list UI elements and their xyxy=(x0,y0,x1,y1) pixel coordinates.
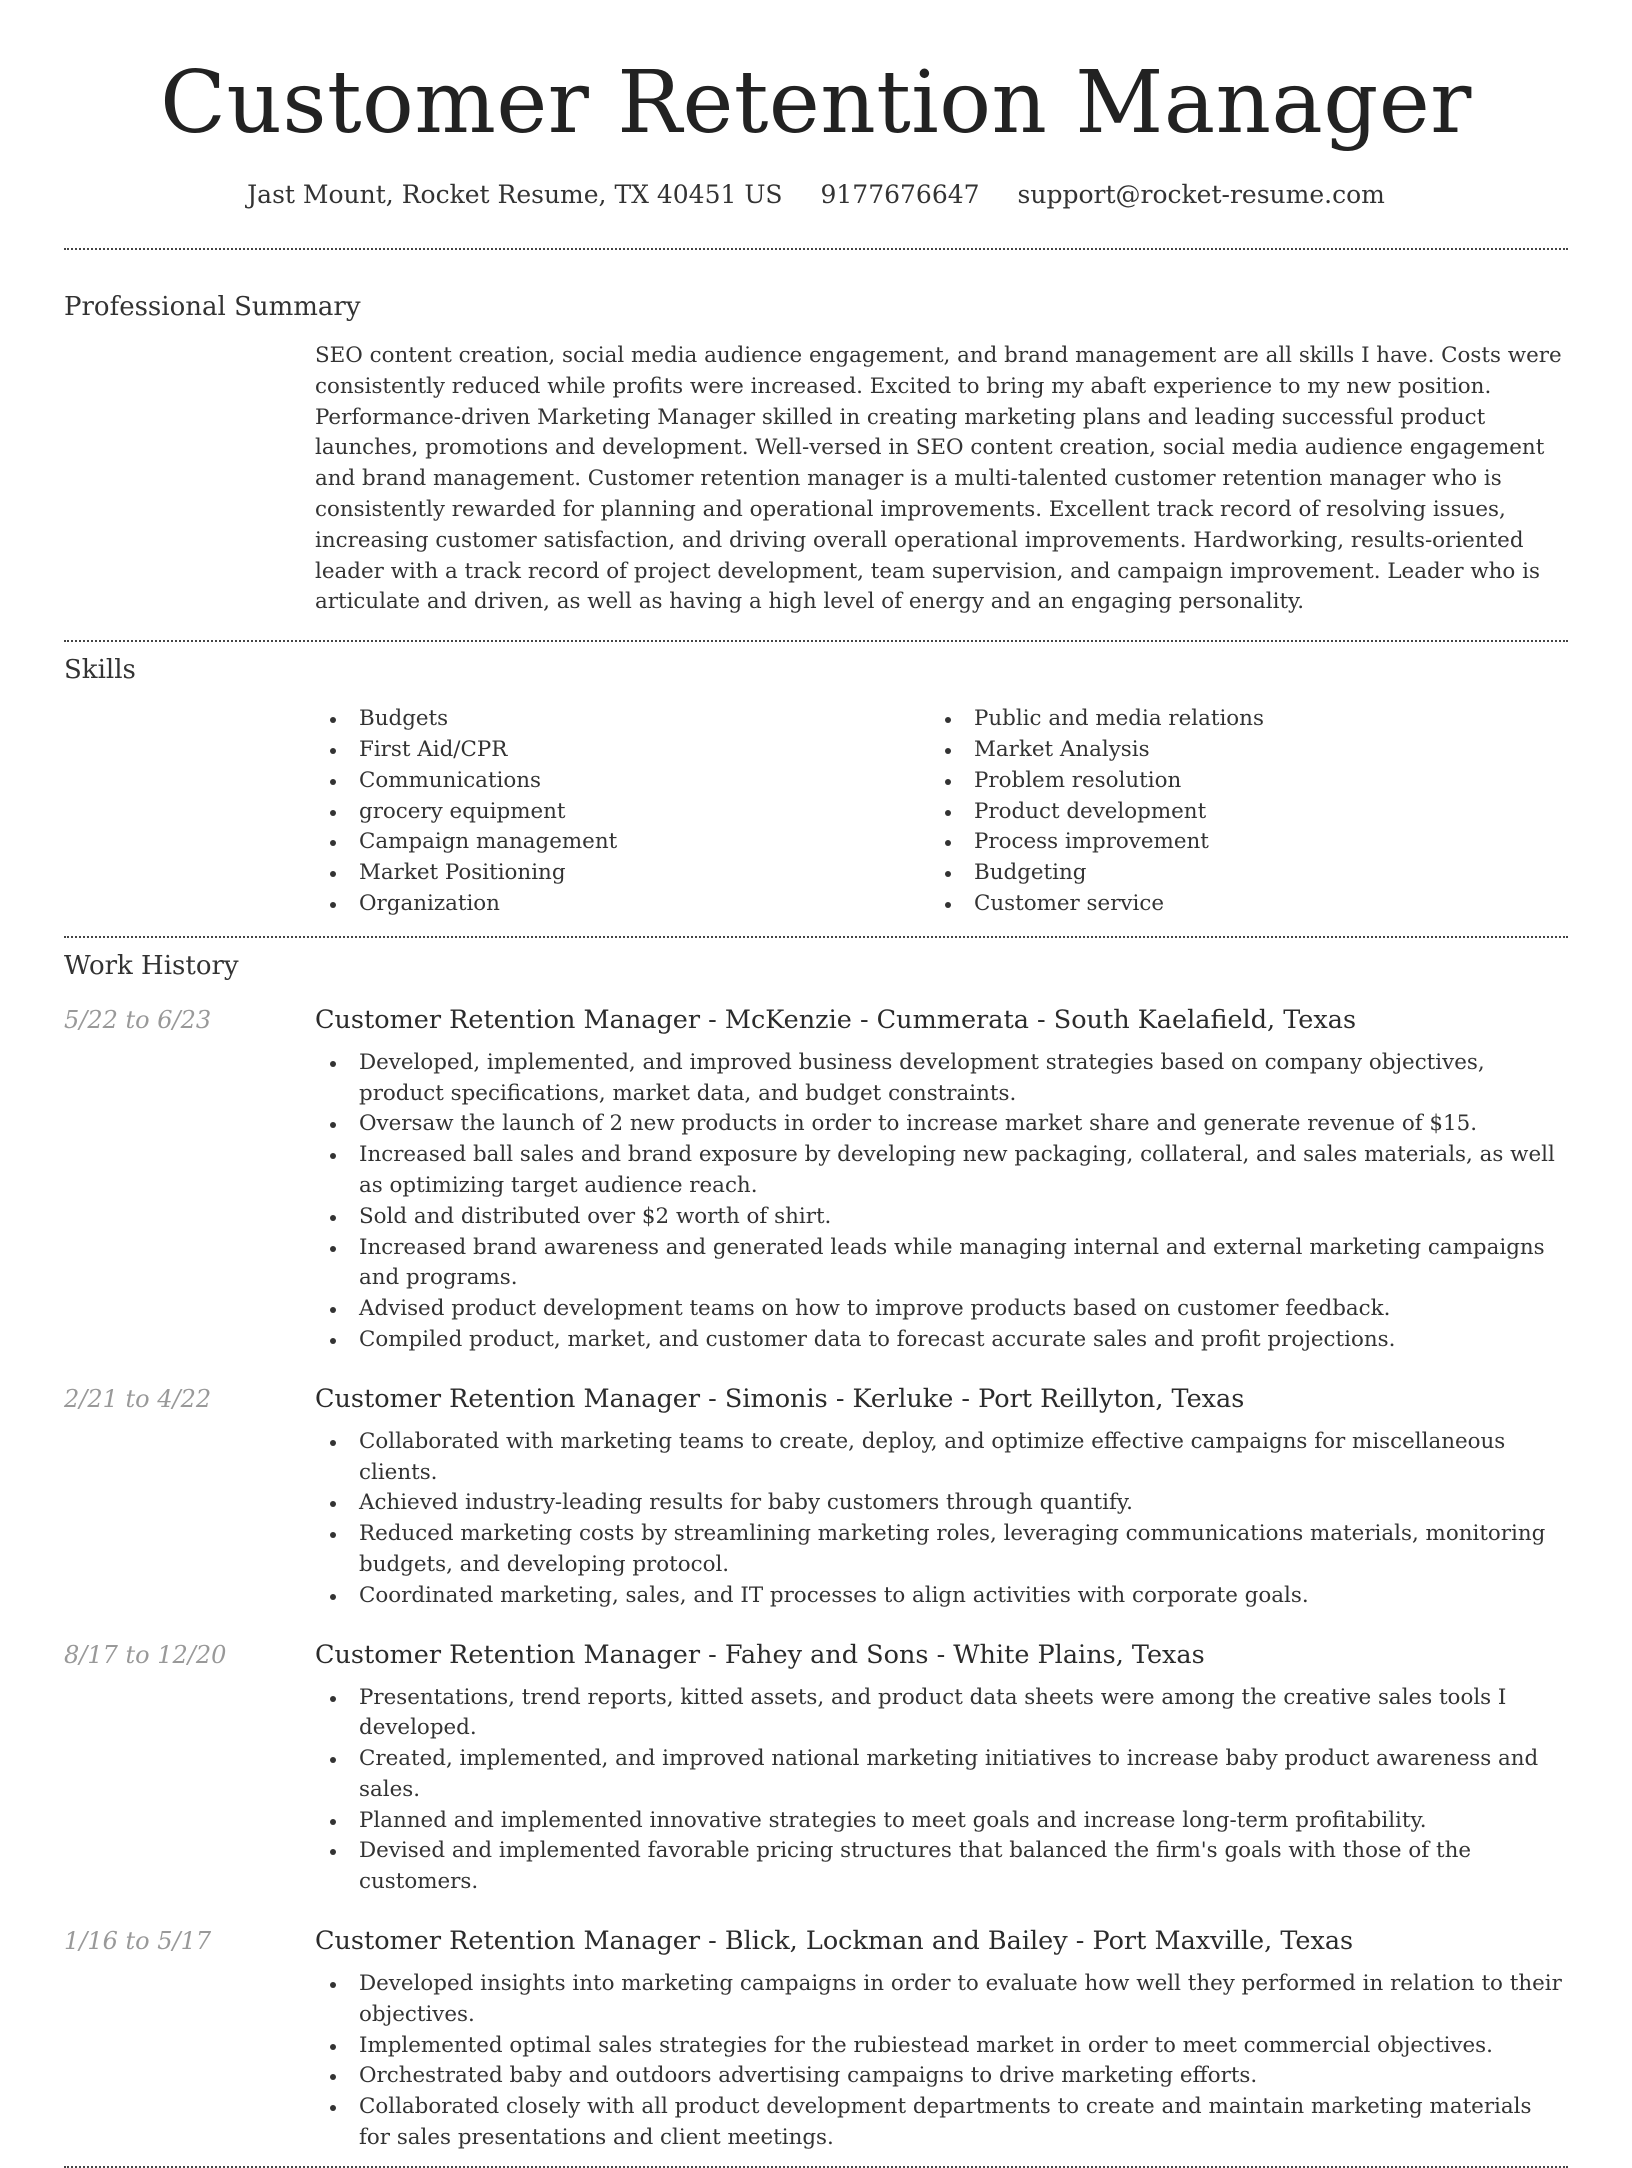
skill-item: First Aid/CPR xyxy=(315,735,930,766)
job-bullet: Implemented optimal sales strategies for the rubiestead market in order to meet commercial objectives. xyxy=(315,2031,1568,2062)
job-bullet: Developed, implemented, and improved business development strategies based on company objectives, product specifications, market data, and budget constraints. xyxy=(315,1048,1568,1110)
work-section xyxy=(64,949,1568,2154)
job-title: Customer Retention Manager - Fahey and Sons - White Plains, Texas xyxy=(315,1639,1205,1670)
job-bullet: Sold and distributed over $2 worth of shirt. xyxy=(315,1202,1568,1233)
job-bullet: Presentations, trend reports, kitted assets, and product data sheets were among the creative sales tools I developed. xyxy=(315,1683,1568,1745)
skills-list-right xyxy=(930,704,1545,920)
skills-section xyxy=(64,653,1568,920)
job-bullet: Developed insights into marketing campaigns in order to evaluate how well they performed in relation to their objectives. xyxy=(315,1969,1568,2031)
skills-list-left xyxy=(315,704,930,920)
skill-item: Organization xyxy=(315,889,930,920)
skills-heading: Skills xyxy=(64,655,136,686)
work-heading: Work History xyxy=(64,950,239,981)
job-bullets xyxy=(315,1048,1568,1356)
job-bullet: Achieved industry-leading results for baby customers through quantify. xyxy=(315,1488,1568,1519)
skill-item: Customer service xyxy=(930,889,1545,920)
job-entry xyxy=(64,1637,1568,1899)
job-title: Customer Retention Manager - Blick, Lockman and Bailey - Port Maxville, Texas xyxy=(315,1926,1354,1957)
summary-text: SEO content creation, social media audience engagement, and brand management are all skills I have. Costs were consistently reduced while profits were increased. Excited to bring my abaft experience to my new position. Performance-driven Marketing Manager skilled in creating marketing plans and leading successful product launches, promotions and development. Well-versed in SEO content creation, social media audience engagement and brand management. Customer retention manager is a multi-talented customer retention manager who is consistently rewarded for planning and operational improvements. Excellent track record of resolving issues, increasing customer satisfaction, and driving overall operational improvements. Hardworking, results-oriented leader with a track record of project development, team supervision, and campaign improvement. Leader who is articulate and driven, as well as having a high level of energy and an engaging personality. xyxy=(315,343,1562,615)
contact-phone: 9177676647 xyxy=(820,180,980,209)
contact-line xyxy=(64,178,1568,212)
skill-item: Problem resolution xyxy=(930,766,1545,797)
divider xyxy=(64,936,1568,938)
skill-item: Communications xyxy=(315,766,930,797)
skill-item: Campaign management xyxy=(315,827,930,858)
skill-item: grocery equipment xyxy=(315,797,930,828)
skill-item: Budgeting xyxy=(930,858,1545,889)
contact-email: support@rocket-resume.com xyxy=(1017,180,1385,209)
skill-item: Market Analysis xyxy=(930,735,1545,766)
summary-section xyxy=(64,290,1568,618)
job-bullet: Created, implemented, and improved national marketing initiatives to increase baby product awareness and sales. xyxy=(315,1744,1568,1806)
job-bullet: Oversaw the launch of 2 new products in order to increase market share and generate revenue of $15. xyxy=(315,1109,1568,1140)
job-bullet: Orchestrated baby and outdoors advertising campaigns to drive marketing efforts. xyxy=(315,2061,1568,2092)
resume-page xyxy=(64,0,1568,2168)
divider xyxy=(64,248,1568,250)
job-bullet: Increased brand awareness and generated leads while managing internal and external marketing campaigns and programs. xyxy=(315,1233,1568,1295)
summary-heading: Professional Summary xyxy=(64,292,361,322)
job-bullet: Compiled product, market, and customer data to forecast accurate sales and profit projections. xyxy=(315,1325,1568,1356)
job-bullets xyxy=(315,1683,1568,1899)
skill-item: Market Positioning xyxy=(315,858,930,889)
job-dates: 8/17 to 12/20 xyxy=(64,1640,227,1669)
job-bullet: Devised and implemented favorable pricing structures that balanced the firm's goals with those of the customers. xyxy=(315,1836,1568,1898)
job-entry xyxy=(64,1381,1568,1612)
divider xyxy=(64,640,1568,642)
job-bullet: Collaborated closely with all product development departments to create and maintain marketing materials for sales presentations and client meetings. xyxy=(315,2092,1568,2154)
skill-item: Public and media relations xyxy=(930,704,1545,735)
job-bullets xyxy=(315,1969,1568,2154)
job-dates: 2/21 to 4/22 xyxy=(64,1384,212,1413)
skill-item: Budgets xyxy=(315,704,930,735)
job-bullet: Planned and implemented innovative strategies to meet goals and increase long-term profitability. xyxy=(315,1806,1568,1837)
job-bullet: Increased ball sales and brand exposure by developing new packaging, collateral, and sales materials, as well as optimizing target audience reach. xyxy=(315,1140,1568,1202)
job-dates: 1/16 to 5/17 xyxy=(64,1927,212,1956)
job-entry xyxy=(64,1002,1568,1356)
resume-name: Customer Retention Manager xyxy=(160,53,1472,153)
skill-item: Product development xyxy=(930,797,1545,828)
job-title: Customer Retention Manager - Simonis - Kerluke - Port Reillyton, Texas xyxy=(315,1383,1245,1414)
job-entry xyxy=(64,1923,1568,2154)
job-bullet: Advised product development teams on how to improve products based on customer feedback. xyxy=(315,1294,1568,1325)
job-title: Customer Retention Manager - McKenzie - Cummerata - South Kaelafield, Texas xyxy=(315,1004,1357,1035)
skill-item: Process improvement xyxy=(930,827,1545,858)
contact-address: Jast Mount, Rocket Resume, TX 40451 US xyxy=(247,180,783,209)
job-dates: 5/22 to 6/23 xyxy=(64,1005,212,1034)
job-bullet: Collaborated with marketing teams to create, deploy, and optimize effective campaigns for miscellaneous clients. xyxy=(315,1427,1568,1489)
job-bullet: Reduced marketing costs by streamlining marketing roles, leveraging communications materials, monitoring budgets, and developing protocol. xyxy=(315,1519,1568,1581)
job-bullet: Coordinated marketing, sales, and IT processes to align activities with corporate goals. xyxy=(315,1581,1568,1612)
job-bullets xyxy=(315,1427,1568,1612)
